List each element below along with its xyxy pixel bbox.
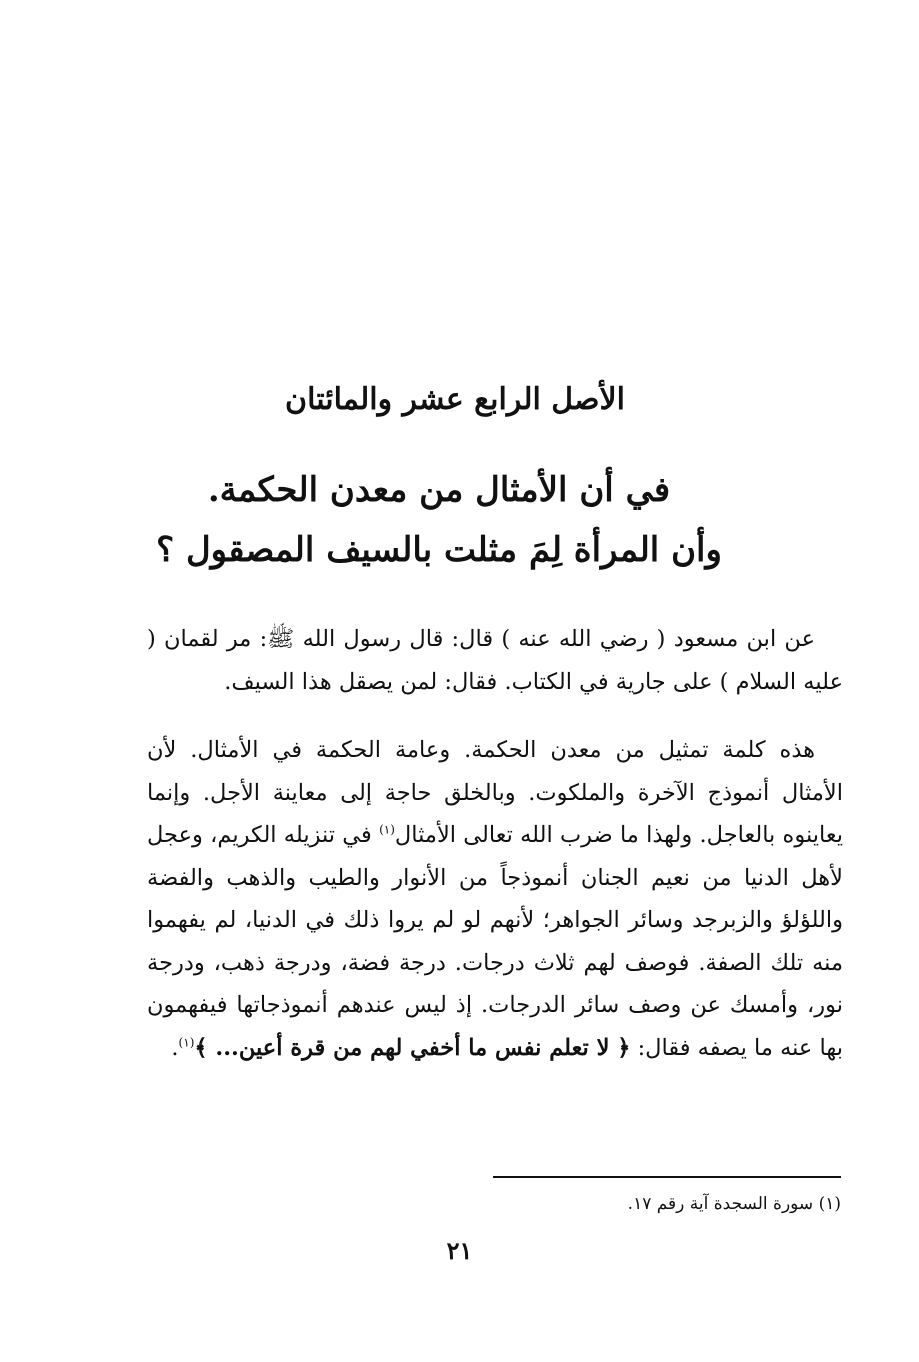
paragraph-commentary-end: . <box>171 1034 179 1061</box>
paragraph-commentary-part-2: في تنزيله الكريم، وعجل لأهل الدنيا من نعيم الجنان أنموذجاً من الأنوار والطيب والذهب والفضة واللؤلؤ والزبرجد وسائر الجواهر؛ لأنهم لو لم يروا ذلك في الدنيا، لم يفهموا منه تلك الصفة. فوصف لهم ثلاث درجات. درجة فضة، ودرجة ذهب، ودرجة نور، وأمسك عن وصف سائر الدرجات. إذ ليس عندهم أنموذجاتها فيفهمون بها عنه ما يصفه فقال: <box>147 822 843 1061</box>
chapter-heading: الأصل الرابع عشر والمائتان <box>285 382 625 417</box>
footnote: (١) سورة السجدة آية رقم ١٧. <box>627 1194 841 1214</box>
page-number: ٢١ <box>446 1236 473 1265</box>
footnote-divider <box>493 1176 841 1178</box>
footnote-reference: (١) <box>379 822 395 837</box>
chapter-title-line-2: وأن المرأة لِمَ مثلت بالسيف المصقول ؟ <box>156 530 722 570</box>
chapter-title <box>139 460 739 580</box>
paragraph-commentary <box>147 729 843 1069</box>
body-text <box>147 618 843 1069</box>
quran-verse: ﴿ لا تعلم نفس ما أخفي لهم من قرة أعين... ﴾ <box>194 1034 631 1061</box>
quran-footnote-reference: (١) <box>178 1035 195 1049</box>
chapter-title-line-1: في أن الأمثال من معدن الحكمة. <box>207 470 671 510</box>
paragraph-hadith: عن ابن مسعود ( رضي الله عنه ) قال: قال رسول الله ﷺ: مر لقمان ( عليه السلام ) على جارية في الكتاب. فقال: لمن يصقل هذا السيف. <box>147 626 843 695</box>
paragraph-commentary-part-1: هذه كلمة تمثيل من معدن الحكمة. وعامة الحكمة في الأمثال. لأن الأمثال أنموذج الآخرة والملكوت. وبالخلق حاجة إلى معاينة الأجل. وإنما يعاينوه بالعاجل. ولهذا ما ضرب الله تعالى الأمثال <box>147 737 843 848</box>
